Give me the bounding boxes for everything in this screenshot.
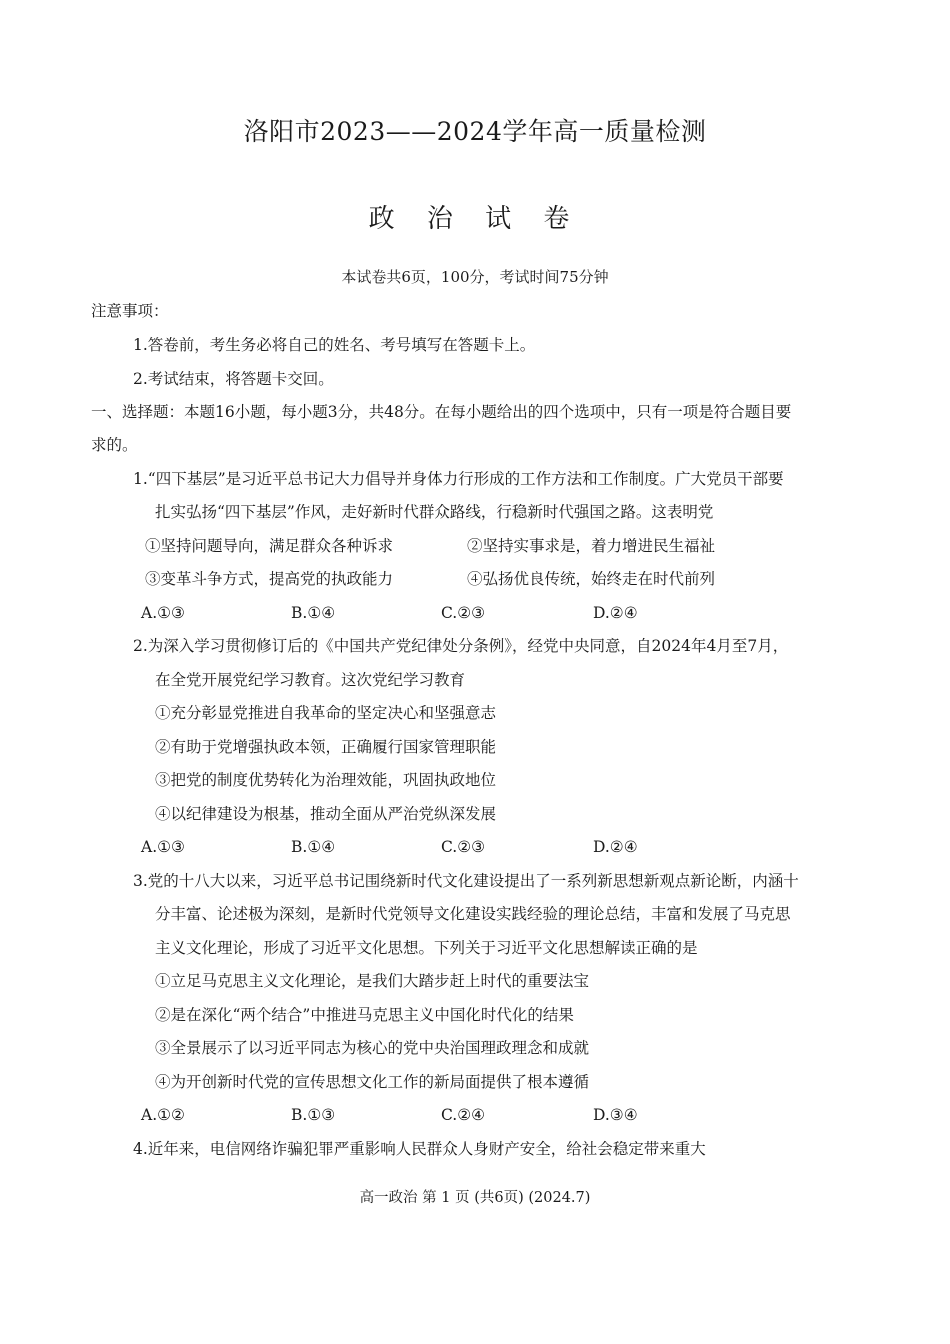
- section-heading-cont: 求的。: [91, 436, 138, 454]
- q2-stem-cont: 在全党开展党纪学习教育。这次党纪学习教育: [155, 671, 466, 689]
- q2-choice-a: A.①③: [141, 838, 185, 856]
- q2-stem: 2.为深入学习贯彻修订后的《中国共产党纪律处分条例》，经党中央同意，自2024年4月至7月，: [133, 637, 789, 655]
- q3-stem: 3.党的十八大以来，习近平总书记围绕新时代文化建设提出了一系列新思想新观点新论断，内涵十: [133, 872, 799, 890]
- note-item: 2.考试结束，将答题卡交回。: [133, 370, 334, 388]
- q3-statement-1: ①立足马克思主义文化理论，是我们大踏步赶上时代的重要法宝: [155, 972, 590, 990]
- q2-choice-c: C.②③: [441, 838, 486, 856]
- q1-statement-2: ②坚持实事求是，着力增进民生福祉: [467, 537, 716, 555]
- q2-statement-3: ③把党的制度优势转化为治理效能，巩固执政地位: [155, 771, 497, 789]
- q3-choice-c: C.②④: [441, 1106, 486, 1124]
- q2-statement-1: ①充分彰显党推进自我革命的坚定决心和坚强意志: [155, 704, 497, 722]
- note-item: 1.答卷前，考生务必将自己的姓名、考号填写在答题卡上。: [133, 336, 536, 354]
- q1-statement-3: ③变革斗争方式，提高党的执政能力: [145, 570, 394, 588]
- q2-statement-2: ②有助于党增强执政本领，正确履行国家管理职能: [155, 738, 497, 756]
- q1-choice-c: C.②③: [441, 604, 486, 622]
- q1-choice-d: D.②④: [593, 604, 638, 622]
- subject-title: 政 治 试 卷: [368, 204, 582, 234]
- q3-choice-d: D.③④: [593, 1106, 638, 1124]
- q3-stem-cont: 主义文化理论，形成了习近平文化思想。下列关于习近平文化思想解读正确的是: [155, 939, 698, 957]
- q3-statement-3: ③全景展示了以习近平同志为核心的党中央治国理政理念和成就: [155, 1039, 590, 1057]
- q1-stem-cont: 扎实弘扬“四下基层”作风，走好新时代群众路线，行稳新时代强国之路。这表明党: [155, 503, 714, 521]
- exam-info: 本试卷共6页，100分，考试时间75分钟: [341, 268, 609, 286]
- q3-choice-b: B.①③: [291, 1106, 336, 1124]
- q1-statement-4: ④弘扬优良传统，始终走在时代前列: [467, 570, 716, 588]
- q3-statement-4: ④为开创新时代党的宣传思想文化工作的新局面提供了根本遵循: [155, 1073, 590, 1091]
- notes-heading: 注意事项：: [91, 302, 169, 320]
- q3-stem-cont: 分丰富、论述极为深刻，是新时代党领导文化建设实践经验的理论总结，丰富和发展了马克思: [155, 905, 791, 923]
- exam-title: 洛阳市2023——2024学年高一质量检测: [243, 117, 707, 146]
- q1-stem: 1.“四下基层”是习近平总书记大力倡导并身体力行形成的工作方法和工作制度。广大党员干部要: [133, 470, 784, 488]
- q4-stem: 4.近年来，电信网络诈骗犯罪严重影响人民群众人身财产安全，给社会稳定带来重大: [133, 1140, 706, 1158]
- q2-choice-b: B.①④: [291, 838, 336, 856]
- q2-choice-d: D.②④: [593, 838, 638, 856]
- section-heading: 一、选择题：本题16小题，每小题3分，共48分。在每小题给出的四个选项中，只有一项是符合题目要: [91, 403, 792, 421]
- q1-choice-b: B.①④: [291, 604, 336, 622]
- q2-statement-4: ④以纪律建设为根基，推动全面从严治党纵深发展: [155, 805, 497, 823]
- q3-choice-a: A.①②: [141, 1106, 185, 1124]
- page-footer: 高一政治 第 1 页 (共6页) (2024.7): [359, 1190, 591, 1206]
- q1-choice-a: A.①③: [141, 604, 185, 622]
- q3-statement-2: ②是在深化“两个结合”中推进马克思主义中国化时代化的结果: [155, 1006, 574, 1024]
- q1-statement-1: ①坚持问题导向，满足群众各种诉求: [145, 537, 394, 555]
